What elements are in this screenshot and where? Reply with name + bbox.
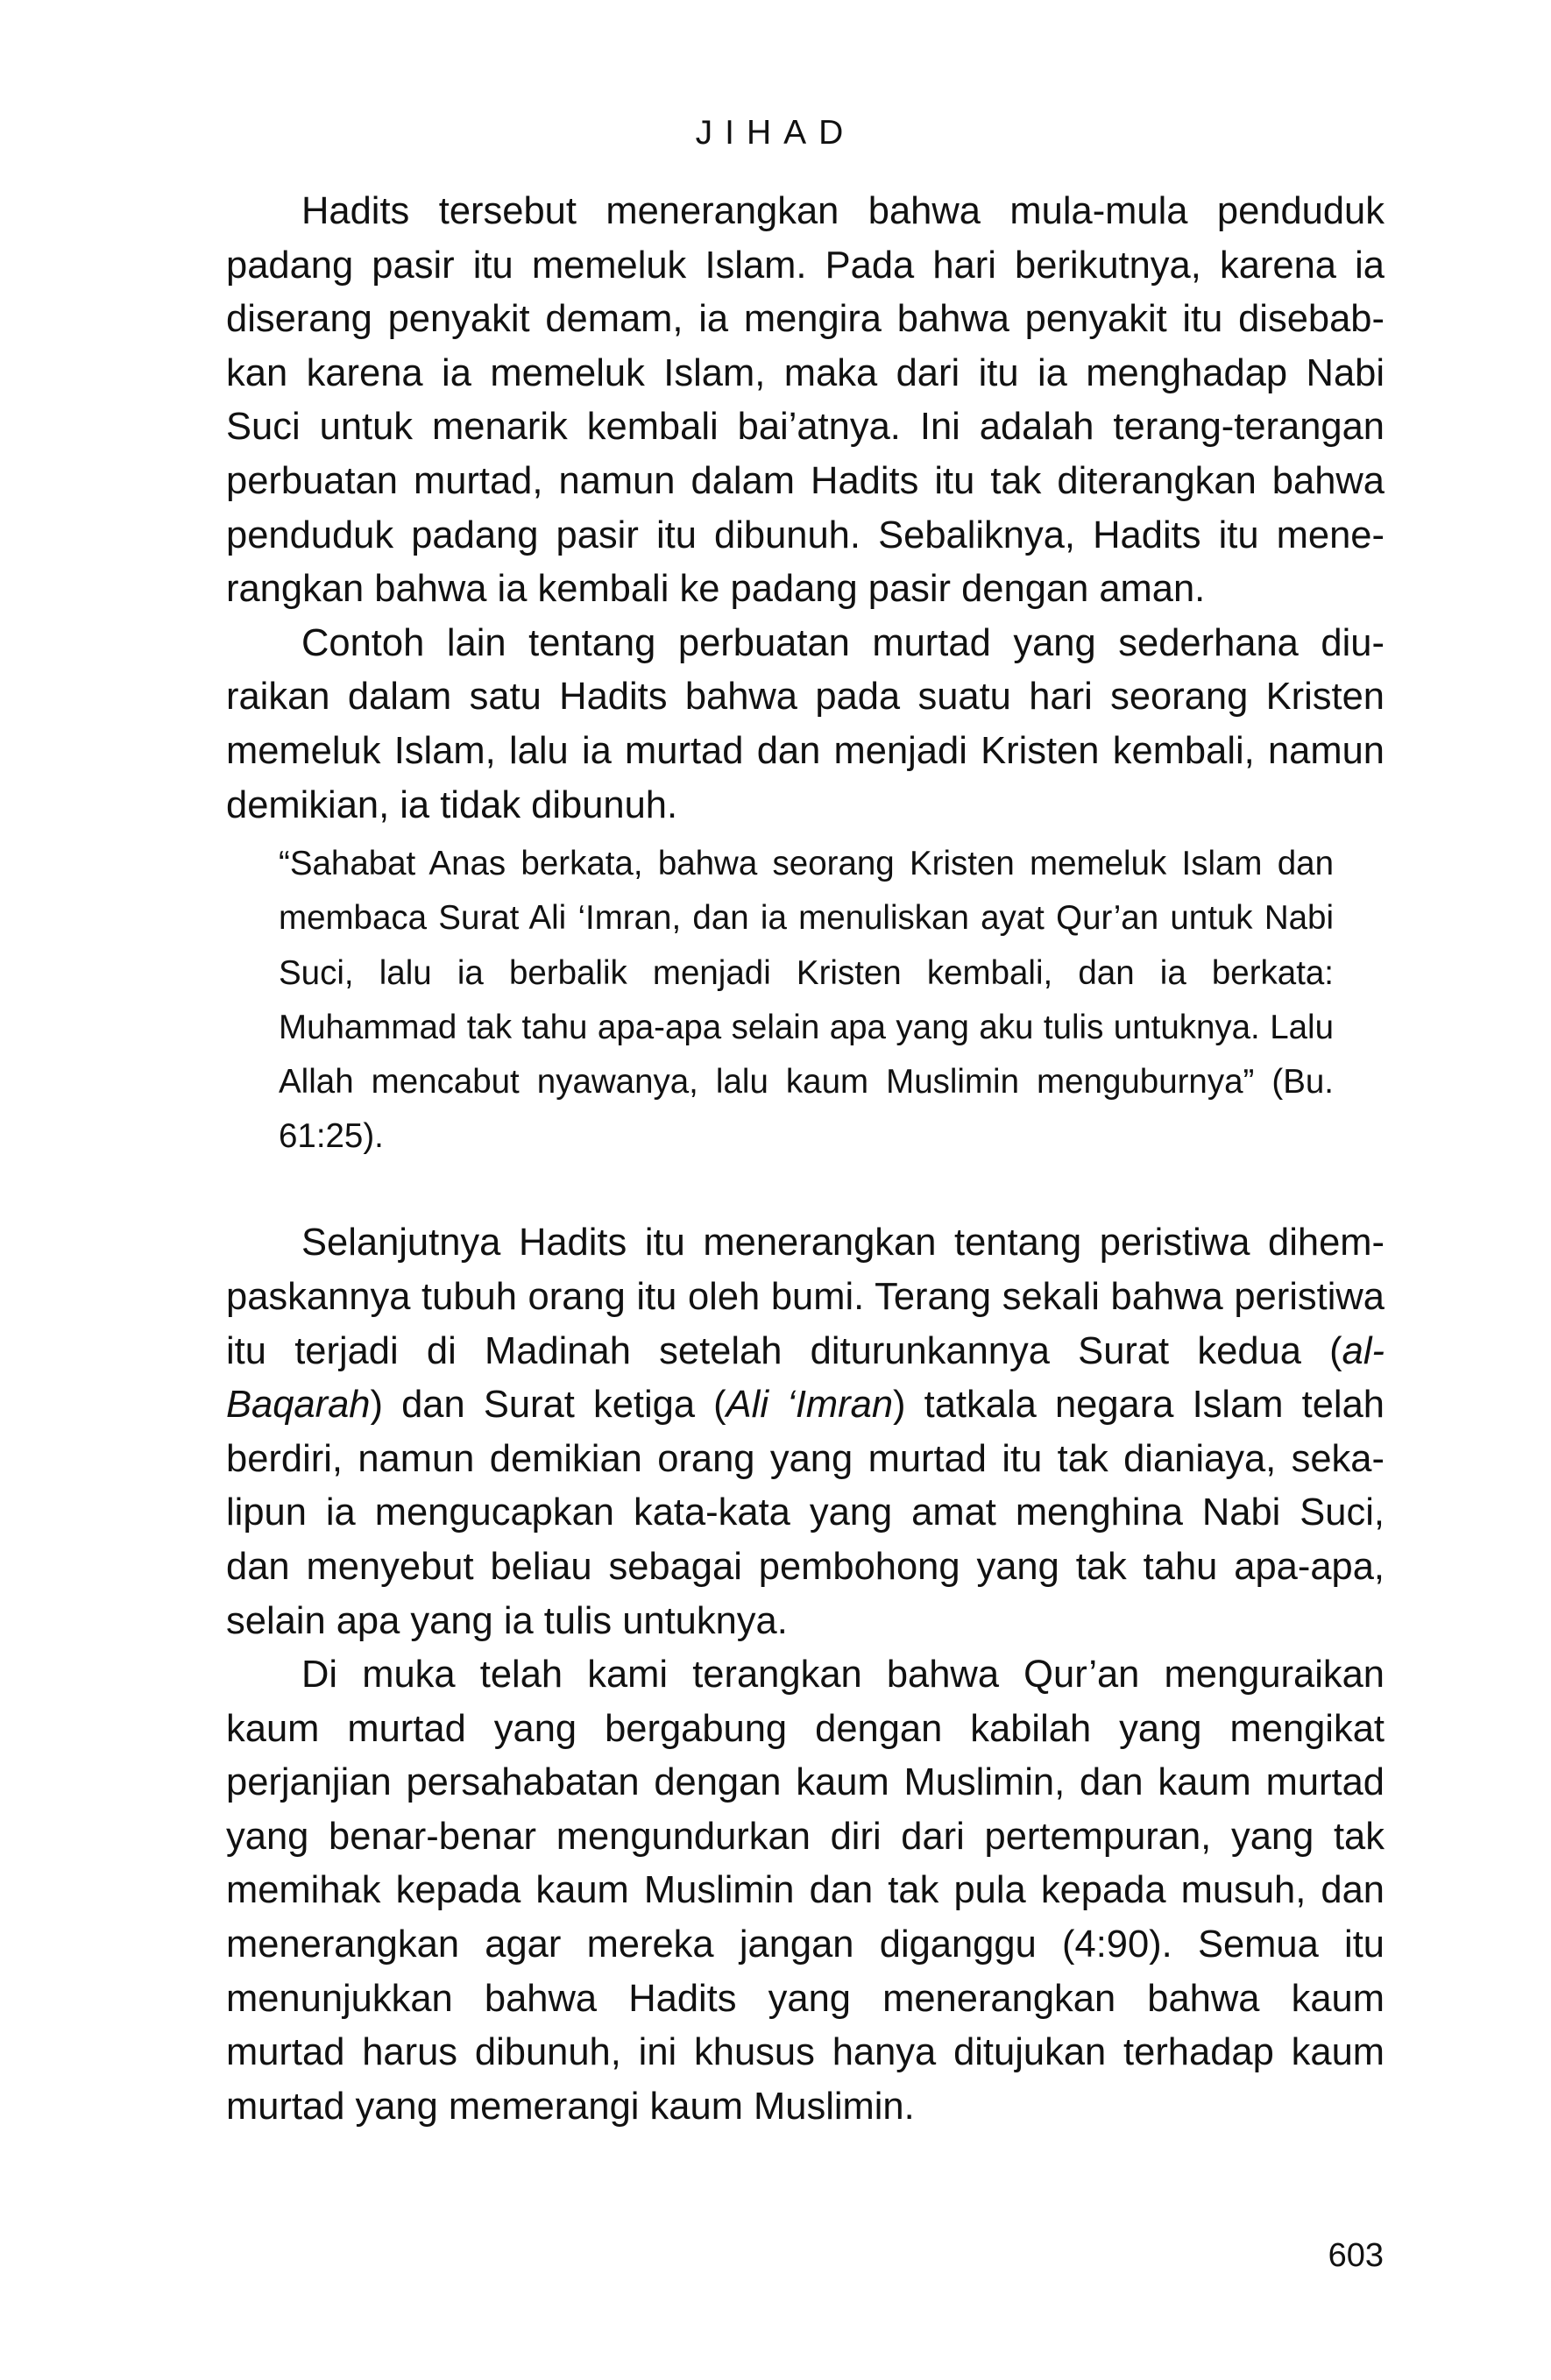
paragraph-1: Hadits tersebut menerangkan bahwa mula-mula penduduk padang pasir itu memeluk Islam. Pada hari berikutnya, karena ia diserang penyakit demam, ia mengira bahwa penyakit itu disebabkan karena ia memeluk Islam, maka dari itu ia menghadap Nabi Suci untuk menarik kembali bai’atnya. Ini adalah terang-terangan perbuatan murtad, namun dalam Hadits itu tak diterangkan bahwa penduduk padang pasir itu dibunuh. Sebaliknya, Hadits itu menerangkan bahwa ia kembali ke padang pasir dengan aman. [226, 190, 1385, 611]
paragraph-2: Contoh lain tentang perbuatan murtad yang sederhana diuraikan dalam satu Hadits bahwa pada suatu hari seorang Kristen memeluk Islam, lalu ia murtad dan menjadi Kristen kembali, namun demikian, ia tidak dibunuh. [226, 621, 1385, 826]
paragraph-3 [226, 1216, 1385, 1648]
paragraph-3-text-2: ) dan Surat ketiga ( [370, 1384, 726, 1427]
paragraph-3-text-3: ) tatkala negara Islam telah berdiri, namun demikian orang yang murtad itu tak dianiaya, sekalipun ia mengucapkan kata-kata yang amat menghina Nabi Suci, dan menyebut beliau sebagai pembohong yang tak tahu apa-apa, selain apa yang ia tulis untuknya. [226, 1384, 1385, 1642]
block-quote: “Sahabat Anas berkata, bahwa seorang Kristen memeluk Islam dan membaca Surat Ali ‘Imran, dan ia menuliskan ayat Qur’an untuk Nabi Suci, lalu ia berbalik menjadi Kristen kembali, dan ia berkata: Muhammad tak tahu apa-apa selain apa yang aku tulis untuknya. Lalu Allah mencabut nyawanya, lalu kaum Muslimin menguburnya” (Bu. 61:25). [279, 845, 1334, 1156]
surah-name-al-baqarah: al-Baqarah [226, 1329, 1385, 1427]
surah-name-ali-imran: Ali ‘Imran [726, 1384, 894, 1427]
page-number: 603 [1328, 2237, 1384, 2274]
body-text [226, 185, 1385, 2134]
paragraph-3-text-1: Selanjutnya Hadits itu menerangkan tentang peristiwa dihempaskannya tubuh orang itu oleh bumi. Terang sekali bahwa peristiwa itu terjadi di Madinah setelah diturunkannya Surat kedua ( [226, 1222, 1385, 1372]
paragraph-4: Di muka telah kami terangkan bahwa Qur’an menguraikan kaum murtad yang bergabung dengan kabilah yang mengikat perjanjian persahabatan dengan kaum Muslimin, dan kaum murtad yang benar-benar mengundurkan diri dari pertempuran, yang tak memihak kepada kaum Muslimin dan tak pula kepada musuh, dan menerangkan agar mereka jangan diganggu (4:90). Semua itu menunjukkan bahwa Hadits yang menerangkan bahwa kaum murtad harus dibunuh, ini khusus hanya ditujukan terhadap kaum murtad yang memerangi kaum Muslimin. [226, 1654, 1385, 2128]
running-head: JIHAD [695, 114, 856, 152]
